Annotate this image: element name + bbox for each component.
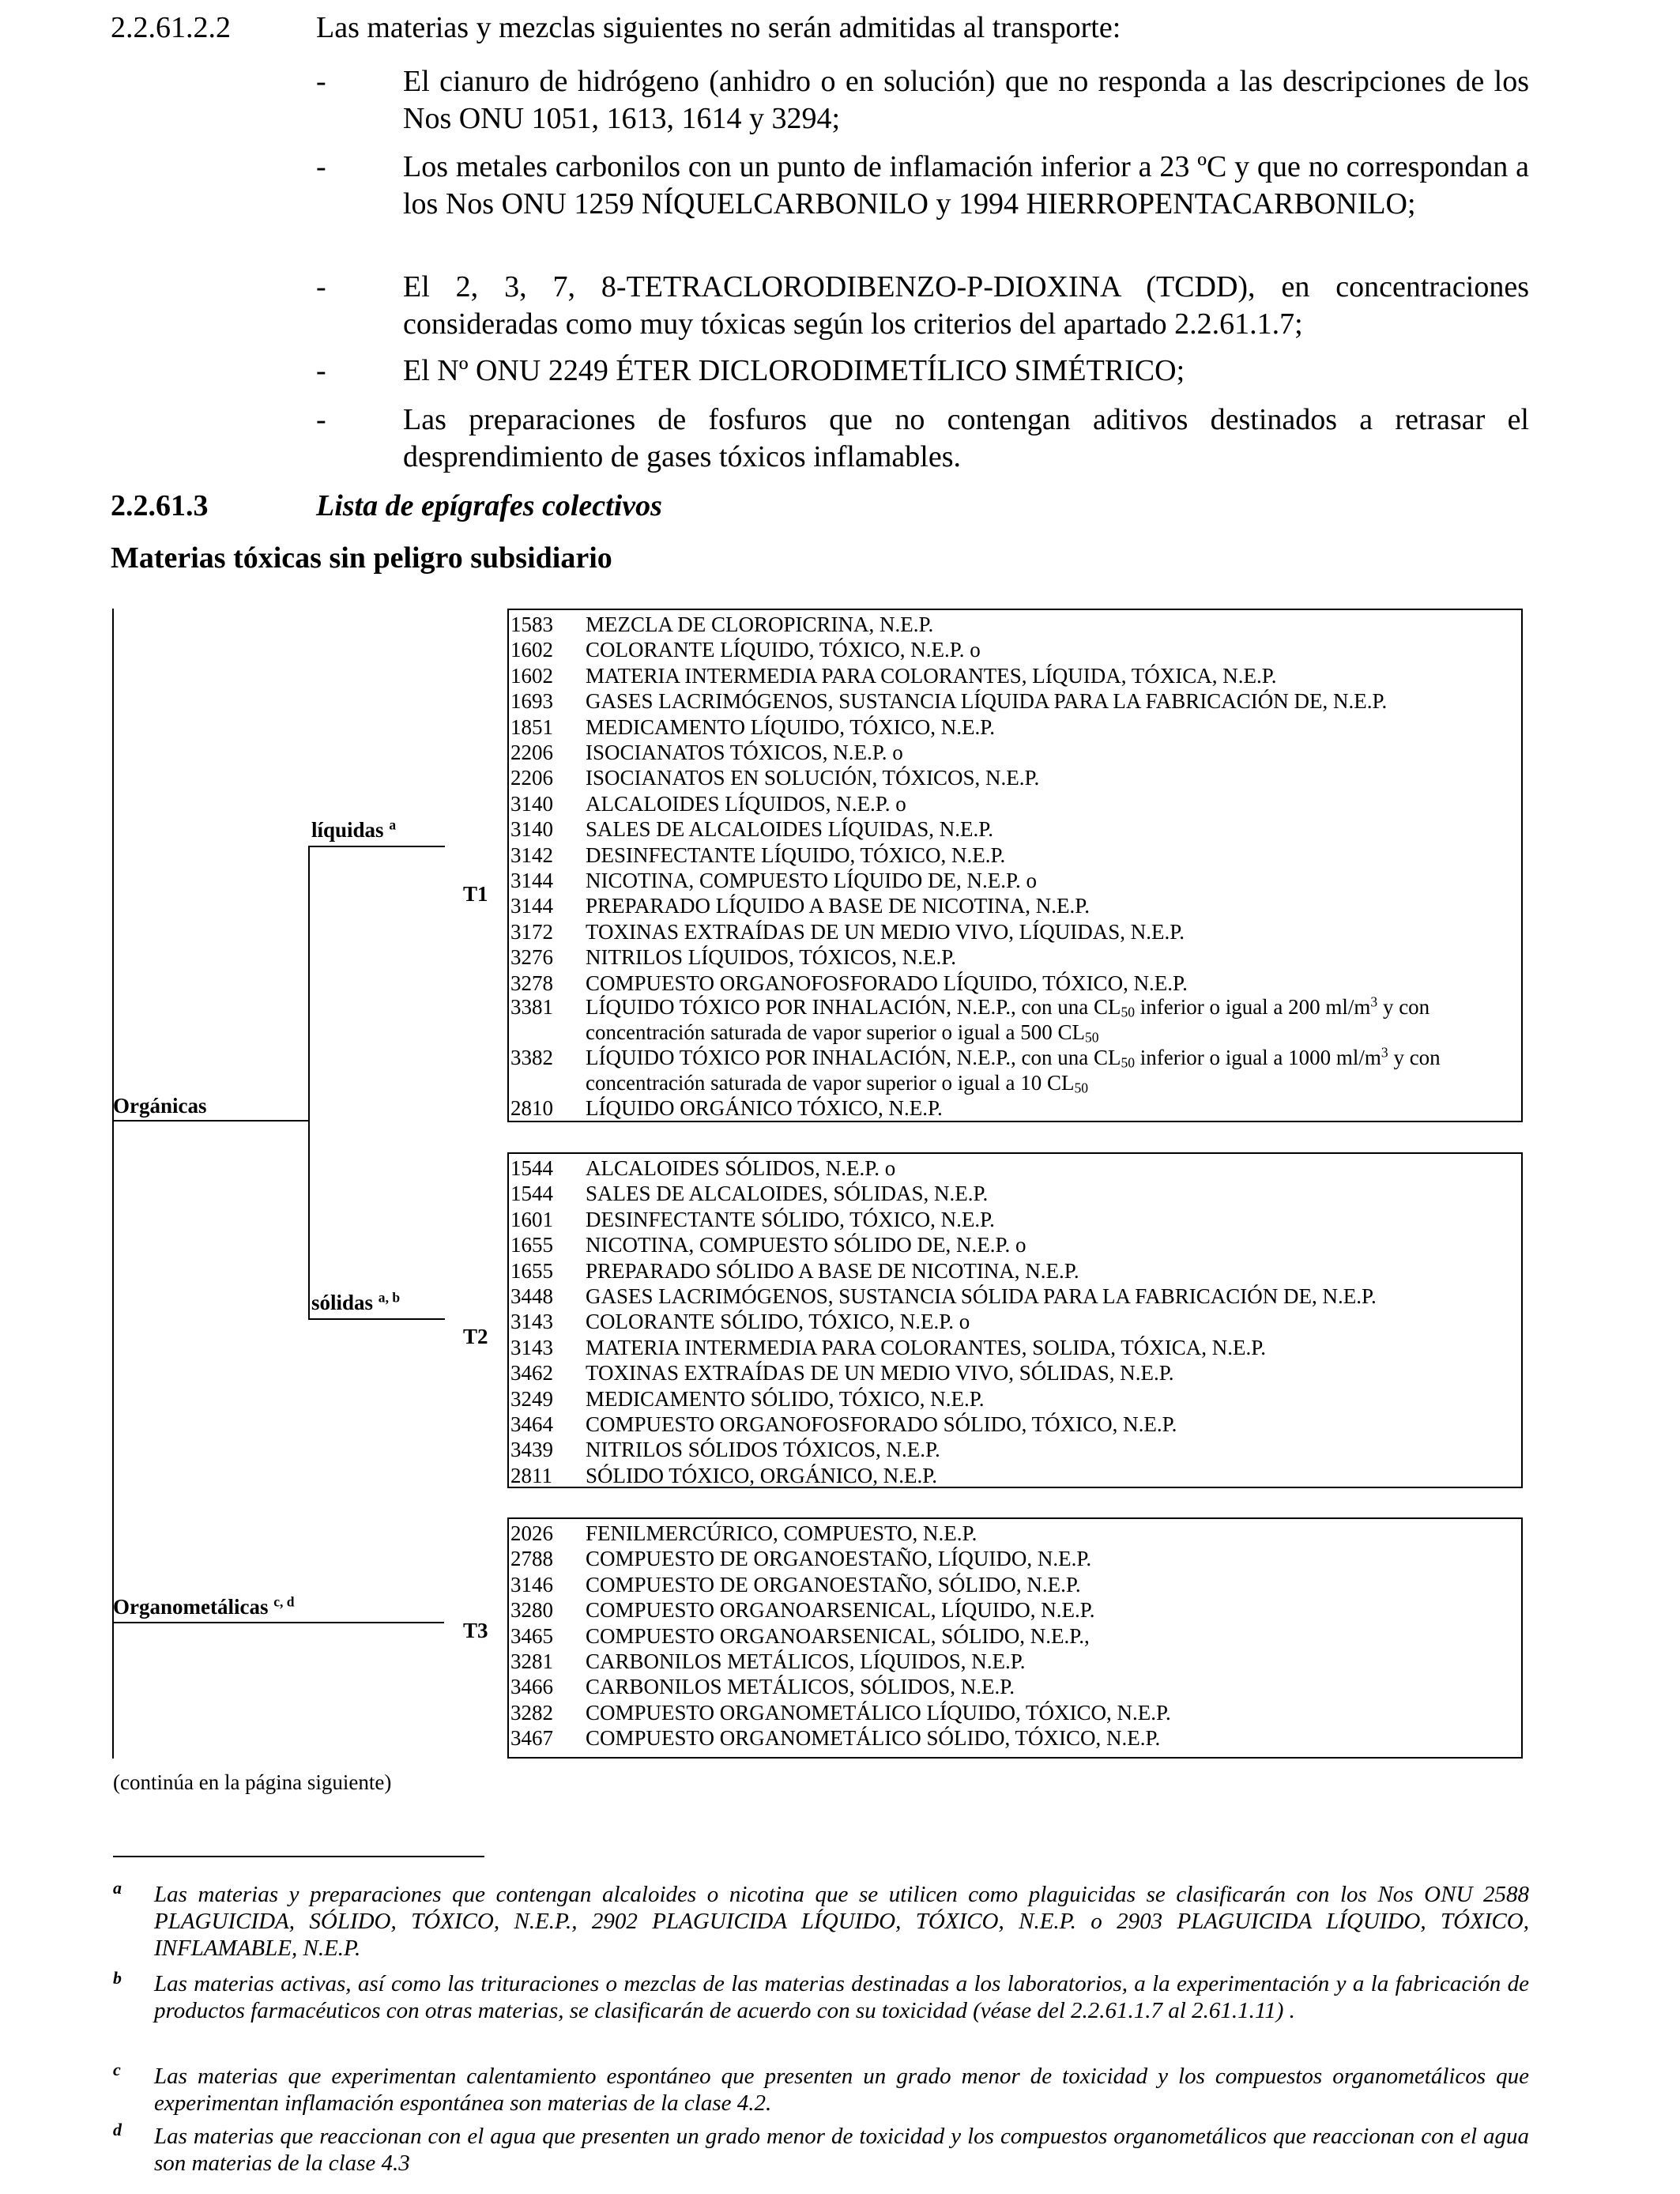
tree-main-vertical [112,609,114,1759]
entry-description: TOXINAS EXTRAÍDAS DE UN MEDIO VIVO, LÍQUIDAS, N.E.P. [586,919,1185,944]
entry-description: ALCALOIDES SÓLIDOS, N.E.P. o [586,1156,896,1180]
entry-description: CARBONILOS METÁLICOS, LÍQUIDOS, N.E.P. [586,1649,1026,1673]
list-item: Las preparaciones de fosfuros que no contengan aditivos destinados a retrasar el desprendimiento de gases tóxicos inflamables. [403,403,1529,473]
un-number: 2810 [510,1096,553,1120]
entry-description: ISOCIANATOS EN SOLUCIÓN, TÓXICOS, N.E.P. [586,766,1040,790]
entry-description: MATERIA INTERMEDIA PARA COLORANTES, LÍQUIDA, TÓXICA, N.E.P. [586,663,1277,688]
footnote-ref: c, d [273,1593,295,1610]
entry-description: GASES LACRIMÓGENOS, SUSTANCIA SÓLIDA PARA LA FABRICACIÓN DE, N.E.P. [586,1284,1377,1308]
entry-description: NITRILOS SÓLIDOS TÓXICOS, N.E.P. [586,1438,940,1462]
list-dash: - [316,403,326,436]
entry-description: ISOCIANATOS TÓXICOS, N.E.P. o [586,741,903,764]
un-number: 3278 [510,971,553,995]
entry-description: DESINFECTANTE SÓLIDO, TÓXICO, N.E.P. [586,1207,995,1231]
tree-organicas-underline [112,1120,310,1122]
group-code-t1: T1 [463,882,488,906]
list-dash: - [316,270,326,303]
un-number: 3140 [510,817,553,842]
entry-description: NICOTINA, COMPUESTO LÍQUIDO DE, N.E.P. o [586,869,1037,892]
list-dash: - [316,65,326,98]
list-dash: - [316,354,326,387]
un-number: 3280 [510,1598,553,1623]
un-number: 3146 [510,1572,553,1596]
tree-solidas-underline [308,1318,445,1320]
footnote-text: Las materias que experimentan calentamiento espontáneo que presenten un grado menor de toxicidad y los compuestos organometálicos que experimentan inflamación espontánea son materias de la clase 4.2. [154,2064,1529,2116]
un-number: 3281 [510,1649,553,1673]
un-number: 3465 [510,1623,553,1648]
entry-description: COMPUESTO ORGANOFOSFORADO LÍQUIDO, TÓXICO, N.E.P. [586,971,1188,995]
un-number: 3140 [510,791,553,816]
section-intro: Las materias y mezclas siguientes no serán admitidas al transporte: [316,11,1121,44]
footnote-text: Las materias que reaccionan con el agua que presenten un grado menor de toxicidad y los compuestos organometálicos que reaccionan con el agua son materias de la clase 4.3 [154,2124,1529,2176]
tree-label-liquidas: líquidas $^a$ [311,816,397,842]
un-number: 2206 [510,741,553,764]
un-number: 3249 [510,1386,553,1411]
entry-description: COMPUESTO DE ORGANOESTAÑO, LÍQUIDO, N.E.P. [586,1547,1092,1571]
un-number: 1544 [510,1156,553,1180]
un-number: 1851 [510,714,553,739]
un-number: 2788 [510,1547,553,1571]
section-number-2-2-61-2-2: 2.2.61.2.2 [111,11,231,44]
footnote-ref: a [389,816,397,833]
footnote-mark: a [113,1878,122,1898]
entry-description: TOXINAS EXTRAÍDAS DE UN MEDIO VIVO, SÓLIDAS, N.E.P. [586,1361,1174,1385]
footnote-mark: b [113,1968,122,1988]
entry-description: COMPUESTO DE ORGANOESTAÑO, SÓLIDO, N.E.P. [586,1572,1081,1596]
entry-description: MATERIA INTERMEDIA PARA COLORANTES, SOLIDA, TÓXICA, N.E.P. [586,1335,1267,1359]
un-number: 1601 [510,1207,553,1231]
section-subtitle: Materias tóxicas sin peligro subsidiario [111,541,612,575]
list-item: El 2, 3, 7, 8-TETRACLORODIBENZO-P-DIOXINA (TCDD), en concentraciones consideradas como muy tóxicas según los criterios del apartado 2.2.61.1.7; [403,270,1529,341]
entry-description: LÍQUIDO TÓXICO POR INHALACIÓN, N.E.P., con una $CL_{50}$ inferior o igual a 200 $ml/m^3$ y con concentración saturada de vapor superior o igual a 500 $CL_{50}$ [586,993,1430,1046]
footnote-ref: a, b [378,1289,401,1306]
section-title: Lista de epígrafes colectivos [316,489,662,522]
un-number: 3448 [510,1284,553,1308]
un-number: 1544 [510,1182,553,1206]
entry-description: NITRILOS LÍQUIDOS, TÓXICOS, N.E.P. [586,945,957,970]
entry-description: DESINFECTANTE LÍQUIDO, TÓXICO, N.E.P. [586,843,1006,867]
tree-liquidas-underline [308,846,445,847]
un-number: 1693 [510,689,553,714]
tree-label-organometalicas: Organometálicas $^{c, d}$ [113,1593,295,1619]
entry-description: COMPUESTO ORGANOARSENICAL, LÍQUIDO, N.E.P. [586,1598,1095,1623]
un-number: 3144 [510,894,553,918]
list-item: Los metales carbonilos con un punto de inflamación inferior a 23 ºC y que no correspondan a los Nos ONU 1259 NÍQUELCARBONILO y 1994 HIERROPENTACARBONILO; [403,150,1529,221]
entry-description: COMPUESTO ORGANOFOSFORADO SÓLIDO, TÓXICO, N.E.P. [586,1412,1177,1436]
un-number: 3282 [510,1700,553,1725]
un-number: 2206 [510,766,553,790]
un-number: 1602 [510,638,553,662]
entry-description: SÓLIDO TÓXICO, ORGÁNICO, N.E.P. [586,1463,938,1487]
tree-label-organicas: Orgánicas [113,1094,207,1118]
entry-description: FENILMERCÚRICO, COMPUESTO, N.E.P. [586,1521,977,1545]
un-number: 3439 [510,1438,553,1462]
footnote-mark: c [113,2060,121,2079]
footnote-mark: d [113,2120,122,2139]
entry-description: SALES DE ALCALOIDES, SÓLIDAS, N.E.P. [586,1182,989,1206]
group-code-t3: T3 [463,1619,488,1642]
footnote-text: Las materias y preparaciones que contengan alcaloides o nicotina que se utilicen como plaguicidas se clasificarán con los Nos ONU 2588 PLAGUICIDA, SÓLIDO, TÓXICO, N.E.P., 2902 PLAGUICIDA LÍQUIDO, TÓXICO, N.E.P. o 2903 PLAGUICIDA LÍQUIDO, TÓXICO, INFLAMABLE, N.E.P. [154,1882,1529,1961]
un-number: 1655 [510,1233,553,1257]
tree-organometalicas-underline [112,1622,444,1623]
entry-description: PREPARADO LÍQUIDO A BASE DE NICOTINA, N.E.P. [586,894,1090,918]
un-number: 1655 [510,1258,553,1283]
un-number: 1602 [510,663,553,688]
group-box-t3 [507,1517,1523,1759]
un-number: 2811 [510,1463,552,1487]
un-number: 3381 [510,995,553,1019]
list-item: El cianuro de hidrógeno (anhidro o en solución) que no responda a las descripciones de los Nos ONU 1051, 1613, 1614 y 3294; [403,65,1529,135]
list-dash: - [316,150,326,183]
un-number: 2026 [510,1521,553,1545]
group-code-t2: T2 [463,1325,488,1348]
entry-description: COLORANTE SÓLIDO, TÓXICO, N.E.P. o [586,1310,970,1334]
list-item: El Nº ONU 2249 ÉTER DICLORODIMETÍLICO SIMÉTRICO; [403,354,1185,387]
entry-description: CARBONILOS METÁLICOS, SÓLIDOS, N.E.P. [586,1675,1015,1699]
entry-description: SALES DE ALCALOIDES LÍQUIDAS, N.E.P. [586,817,994,842]
entry-description: LÍQUIDO ORGÁNICO TÓXICO, N.E.P. [586,1096,943,1120]
footnote-text: Las materias activas, así como las trituraciones o mezclas de las materias destinadas a los laboratorios, a la experimentación y a la fabricación de productos farmacéuticos con otras materias, se clasificarán de acuerdo con su toxicidad (véase del 2.2.61.1.7 al 2.61.1.11) . [154,1971,1529,2023]
entry-description: COMPUESTO ORGANOARSENICAL, SÓLIDO, N.E.P., [586,1623,1090,1648]
group-box-t1 [507,609,1523,1122]
entry-description: GASES LACRIMÓGENOS, SUSTANCIA LÍQUIDA PARA LA FABRICACIÓN DE, N.E.P. [586,689,1388,714]
un-number: 3276 [510,945,553,970]
entry-description: PREPARADO SÓLIDO A BASE DE NICOTINA, N.E.P. [586,1258,1079,1283]
entry-description: LÍQUIDO TÓXICO POR INHALACIÓN, N.E.P., con una $CL_{50}$ inferior o igual a 1000 $ml/m^3$ y con concentración saturada de vapor superior o igual a 10 $CL_{50}$ [586,1044,1441,1096]
un-number: 3462 [510,1361,553,1385]
entry-description: MEDICAMENTO LÍQUIDO, TÓXICO, N.E.P. [586,714,995,739]
entry-description: MEZCLA DE CLOROPICRINA, N.E.P. [586,613,934,636]
un-number: 3143 [510,1310,553,1334]
un-number: 3467 [510,1726,553,1751]
entry-description: COMPUESTO ORGANOMETÁLICO LÍQUIDO, TÓXICO, N.E.P. [586,1700,1171,1725]
un-number: 3464 [510,1412,553,1436]
tree-label-solidas: sólidas $^{a, b}$ [311,1289,401,1314]
un-number: 1583 [510,613,553,636]
footnote-separator [113,1856,484,1857]
un-number: 3382 [510,1046,553,1069]
entry-description: NICOTINA, COMPUESTO SÓLIDO DE, N.E.P. o [586,1233,1026,1257]
un-number: 3172 [510,919,553,944]
entry-description: MEDICAMENTO SÓLIDO, TÓXICO, N.E.P. [586,1386,985,1411]
un-number: 3143 [510,1335,553,1359]
entry-description: COLORANTE LÍQUIDO, TÓXICO, N.E.P. o [586,638,981,662]
tree-organicas-vertical [308,846,310,1320]
un-number: 3144 [510,869,553,892]
un-number: 3142 [510,843,553,867]
un-number: 3466 [510,1675,553,1699]
section-number-2-2-61-3: 2.2.61.3 [111,489,209,522]
entry-description: ALCALOIDES LÍQUIDOS, N.E.P. o [586,791,906,816]
entry-description: COMPUESTO ORGANOMETÁLICO SÓLIDO, TÓXICO, N.E.P. [586,1726,1161,1751]
continued-note: (continúa en la página siguiente) [113,1770,392,1794]
group-box-t2 [507,1152,1523,1488]
